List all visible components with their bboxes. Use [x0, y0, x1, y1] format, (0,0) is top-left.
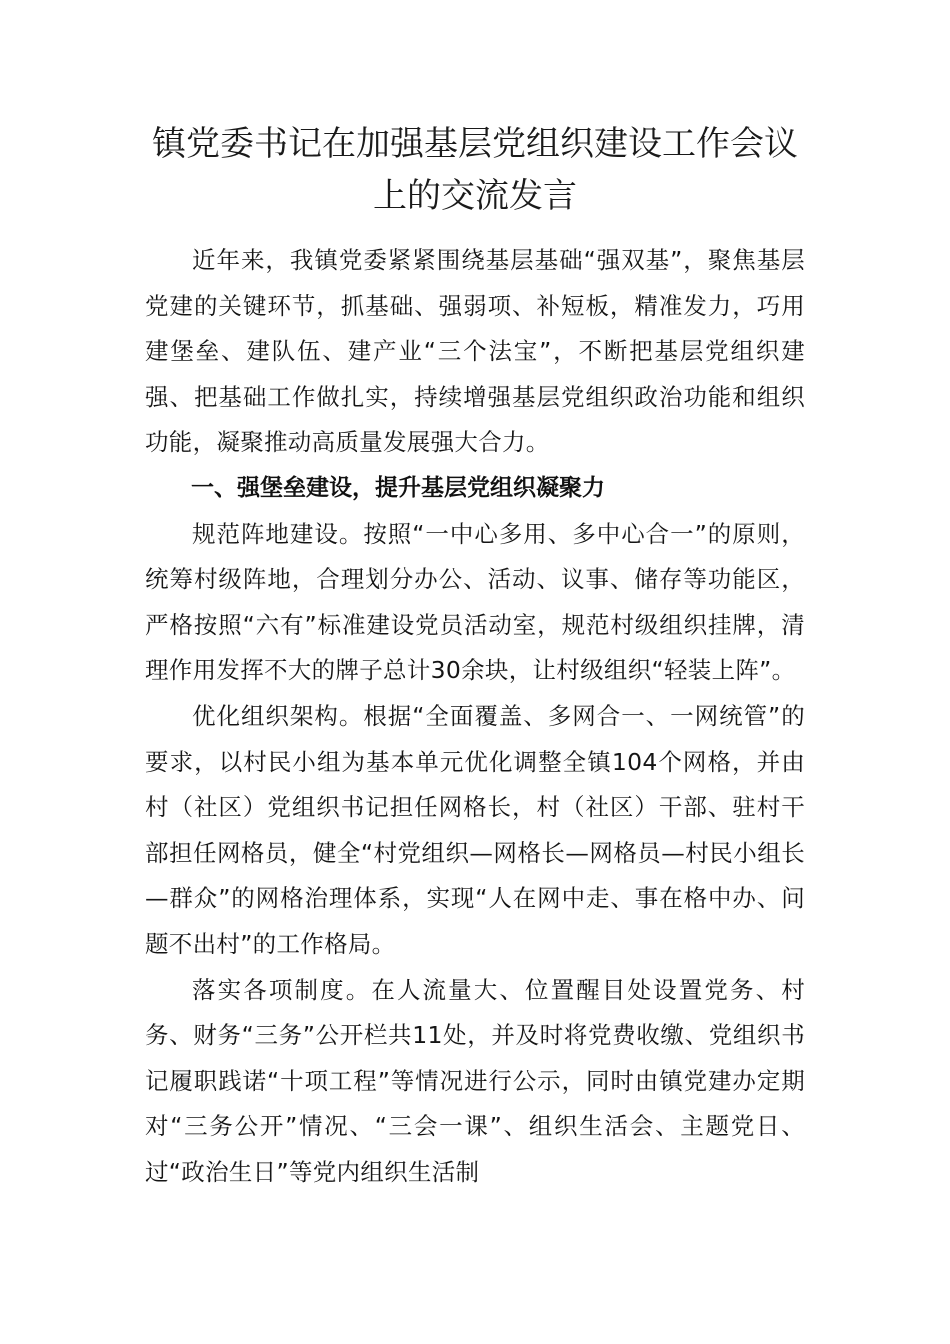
paragraph-organization-structure: 优化组织架构。根据“全面覆盖、多网合一、一网统管”的要求，以村民小组为基本单元优化调整全镇104个网格，并由村（社区）党组织书记担任网格长，村（社区）干部、驻村干部担任网格员，健全“村党组织—网格长—网格员—村民小组长—群众”的网格治理体系，实现“人在网中走、事在格中办、问题不出村”的工作格局。	[145, 701, 805, 958]
section-heading: 一、强堡垒建设，提升基层党组织凝聚力	[191, 474, 605, 501]
paragraph-venue-construction: 规范阵地建设。按照“一中心多用、多中心合一”的原则，统筹村级阵地，合理划分办公、活动、议事、储存等功能区，严格按照“六有”标准建设党员活动室，规范村级组织挂牌，清理作用发挥不大的牌子总计30余块，让村级组织“轻装上阵”。	[145, 519, 805, 685]
intro-paragraph: 近年来，我镇党委紧紧围绕基层基础“强双基”，聚焦基层党建的关键环节，抓基础、强弱项、补短板，精准发力，巧用建堡垒、建队伍、建产业“三个法宝”，不断把基层党组织建强、把基础工作做扎实，持续增强基层党组织政治功能和组织功能，凝聚推动高质量发展强大合力。	[145, 246, 805, 457]
paragraph-system-implementation: 落实各项制度。在人流量大、位置醒目处设置党务、村务、财务“三务”公开栏共11处，并及时将党费收缴、党组织书记履职践诺“十项工程”等情况进行公示，同时由镇党建办定期对“三务公开”情况、“三会一课”、组织生活会、主题党日、过“政治生日”等党内组织生活制	[145, 975, 805, 1186]
document-title: 镇党委书记在加强基层党组织建设工作会议上的交流发言	[152, 124, 798, 216]
document-body	[145, 238, 805, 1195]
